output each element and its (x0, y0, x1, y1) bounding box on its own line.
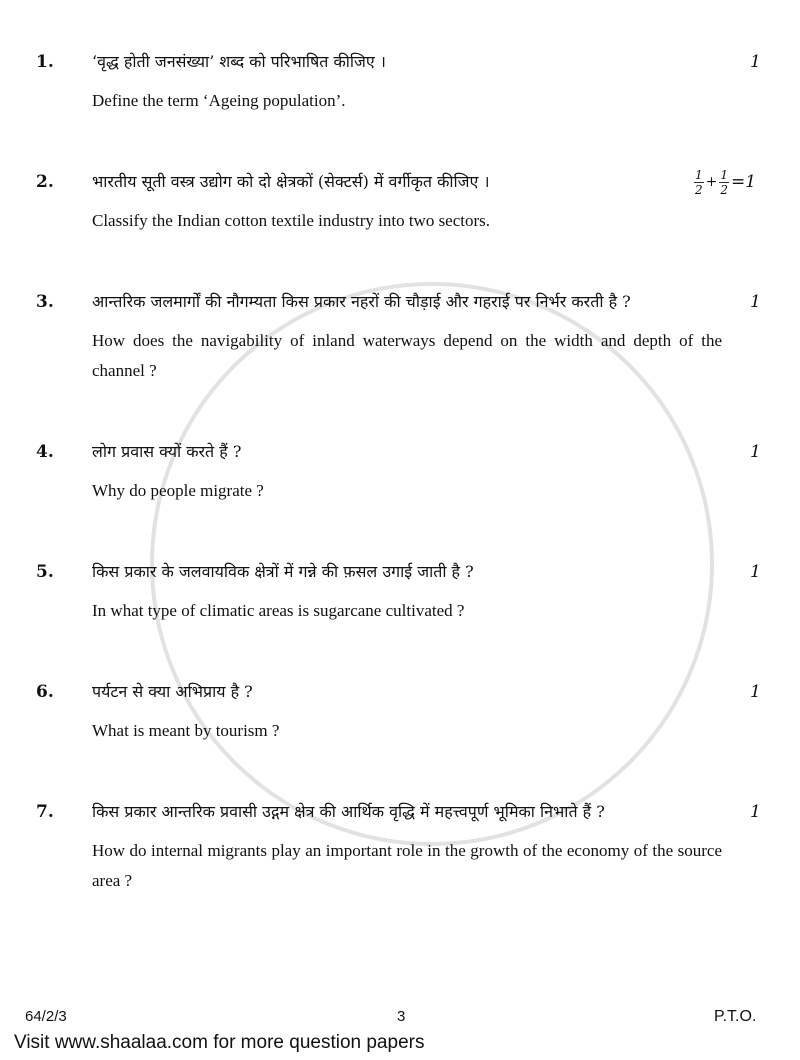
question-english: Classify the Indian cotton textile industry into two sectors. (92, 211, 491, 230)
question-english: In what type of climatic areas is sugarcane cultivated ? (92, 601, 465, 620)
question-2 (0, 164, 800, 236)
question-hindi: लोग प्रवास क्यों करते हैं ? (92, 442, 242, 461)
question-hindi: आन्तरिक जलमार्गों की नौगम्यता किस प्रकार नहरों की चौड़ाई और गहराई पर निर्भर करती है ? (92, 292, 631, 311)
page-number: 3 (397, 1008, 406, 1025)
question-marks: 1 (750, 52, 761, 72)
question-english: How does the navigability of inland waterways depend on the width and depth of the channel ? (92, 331, 722, 380)
question-hindi: किस प्रकार आन्तरिक प्रवासी उद्गम क्षेत्र की आर्थिक वृद्धि में महत्त्वपूर्ण भूमिका निभाते हैं ? (92, 802, 605, 821)
question-hindi: ‘वृद्ध होती जनसंख्या’ शब्द को परिभाषित कीजिए । (92, 52, 386, 71)
question-5 (0, 554, 800, 626)
question-list (0, 44, 800, 944)
question-english: How do internal migrants play an important role in the growth of the economy of the source area ? (92, 841, 722, 890)
fraction-numerator: 1 (720, 167, 729, 182)
question-number: 3. (36, 292, 54, 312)
question-4 (0, 434, 800, 506)
fraction-denominator: 2 (720, 182, 729, 197)
question-marks: 1 (750, 442, 761, 462)
question-1 (0, 44, 800, 116)
fraction-numerator: 1 (695, 167, 703, 182)
question-english: What is meant by tourism ? (92, 721, 280, 740)
question-english: Define the term ‘Ageing population’. (92, 91, 346, 110)
question-number: 7. (36, 802, 54, 822)
question-english: Why do people migrate ? (92, 481, 264, 500)
question-marks: 1 (750, 562, 761, 582)
question-7 (0, 794, 800, 896)
question-marks (692, 164, 800, 200)
question-hindi: भारतीय सूती वस्त्र उद्योग को दो क्षेत्रकों (सेक्टर्स) में वर्गीकृत कीजिए । (92, 172, 490, 191)
question-hindi: पर्यटन से क्या अभिप्राय है ? (92, 682, 253, 701)
question-number: 2. (36, 172, 54, 192)
question-hindi: किस प्रकार के जलवायविक क्षेत्रों में गन्ने की फ़सल उगाई जाती है ? (92, 562, 474, 581)
marks-total: =1 (731, 172, 757, 192)
question-number: 6. (36, 682, 54, 702)
fraction-denominator: 2 (695, 182, 703, 197)
question-marks: 1 (750, 682, 761, 702)
question-3 (0, 284, 800, 386)
question-6 (0, 674, 800, 746)
question-marks: 1 (750, 802, 761, 822)
plus-sign: + (705, 174, 718, 190)
question-marks: 1 (750, 292, 761, 312)
pto-label: P.T.O. (714, 1008, 757, 1025)
visit-link[interactable]: Visit www.shaalaa.com for more question papers (14, 1032, 425, 1053)
paper-code: 64/2/3 (25, 1008, 67, 1025)
question-number: 4. (36, 442, 54, 462)
question-number: 1. (36, 52, 54, 72)
question-number: 5. (36, 562, 54, 582)
